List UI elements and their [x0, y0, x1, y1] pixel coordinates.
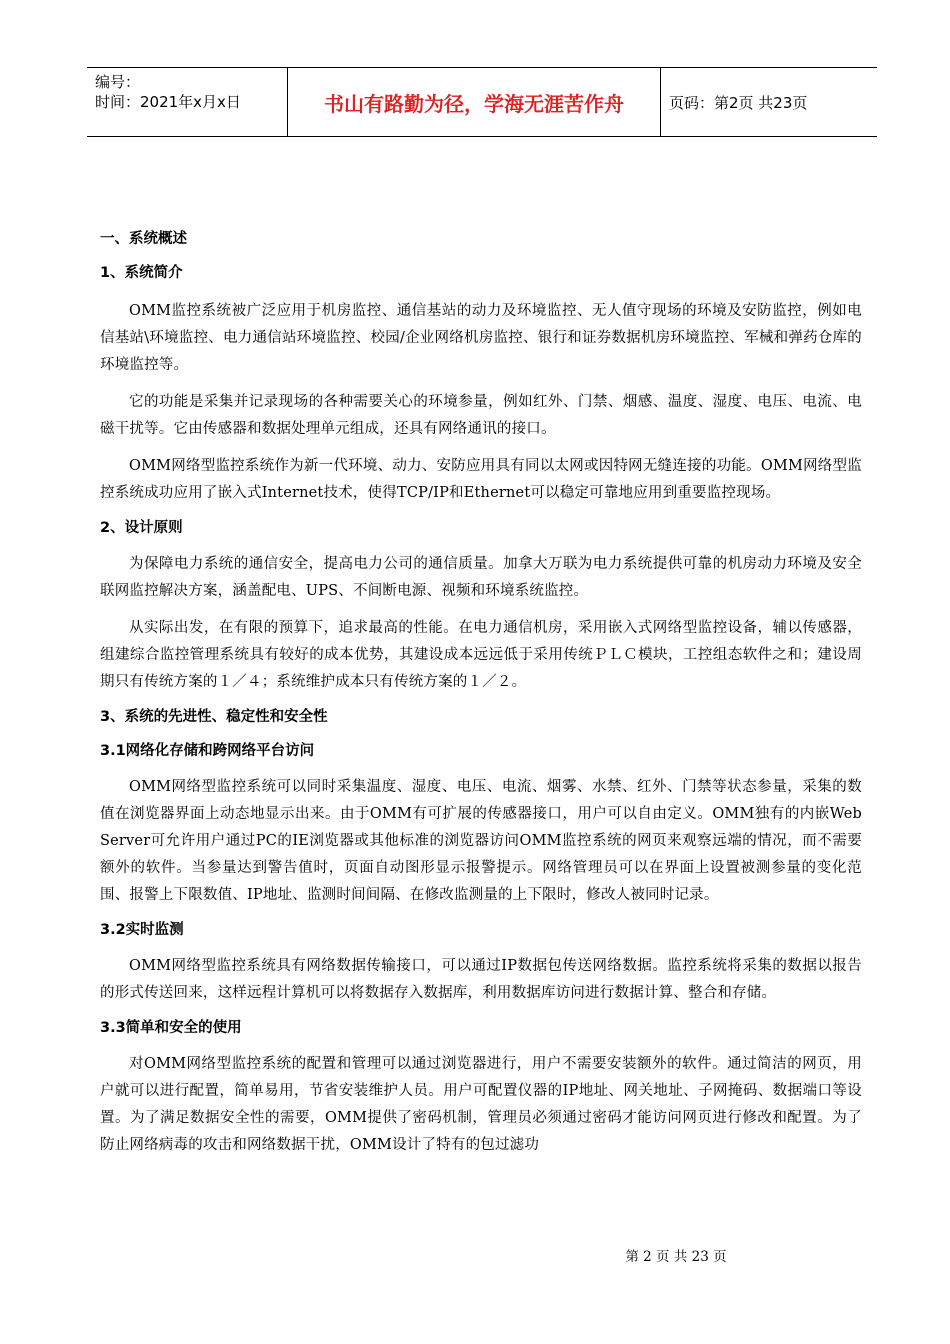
body-paragraph: OMM网络型监控系统具有网络数据传输接口，可以通过IP数据包传送网络数据。监控系统将采集的数据以报告的形式传送回来，这样远程计算机可以将数据存入数据库，利用数据库访问进行数据计算、整合和存储。: [100, 958, 862, 1001]
section-heading: 3、系统的先进性、稳定性和安全性: [100, 709, 328, 725]
header-meta: [95, 72, 285, 112]
section-heading: 3.3简单和安全的使用: [100, 1020, 242, 1036]
header-motto: 书山有路勤为径，学海无涯苦作舟: [287, 68, 661, 136]
header-page-label: 页码：第2页 共23页: [669, 93, 808, 112]
section-heading: 3.2实时监测: [100, 922, 184, 938]
body-paragraph: OMM网络型监控系统可以同时采集温度、湿度、电压、电流、烟雾、水禁、红外、门禁等状态参量，采集的数值在浏览器界面上动态地显示出来。由于OMM有可扩展的传感器接口，用户可以自由定义。OMM独有的内嵌Web Server可允许用户通过PC的IE浏览器或其他标准的浏览器访问OMM监控系统的网页来观察远端的情况，而不需要额外的软件。当参量达到警告值时，页面自动图形显示报警提示。网络管理员可以在界面上设置被测参量的变化范围、报警上下限数值、IP地址、监测时间间隔、在修改监测量的上下限时，修改人被同时记录。: [100, 779, 862, 903]
body-paragraph: 对OMM网络型监控系统的配置和管理可以通过浏览器进行，用户不需要安装额外的软件。通过简洁的网页，用户就可以进行配置，简单易用，节省安装维护人员。用户可配置仪器的IP地址、网关地址、子网掩码、数据端口等设置。为了满足数据安全性的需要，OMM提供了密码机制，管理员必须通过密码才能访问网页进行修改和配置。为了防止网络病毒的攻击和网络数据干扰，OMM设计了特有的包过滤功: [100, 1056, 862, 1153]
section-heading: 1、系统简介: [100, 265, 183, 281]
body-paragraph: 从实际出发，在有限的预算下，追求最高的性能。在电力通信机房，采用嵌入式网络型监控设备，辅以传感器，组建综合监控管理系统具有较好的成本优势，其建设成本远远低于采用传统ＰＬＣ模块，工控组态软件之和；建设周期只有传统方案的１／４；系统维护成本只有传统方案的１／２。: [100, 620, 862, 690]
footer-page-number: 第 2 页 共 23 页: [625, 1249, 727, 1265]
body-paragraph: OMM监控系统被广泛应用于机房监控、通信基站的动力及环境监控、无人值守现场的环境及安防监控，例如电信基站\环境监控、电力通信站环境监控、校园/企业网络机房监控、银行和证券数据机房环境监控、军械和弹药仓库的环境监控等。: [100, 303, 862, 373]
body-paragraph: OMM网络型监控系统作为新一代环境、动力、安防应用具有同以太网或因特网无缝连接的功能。OMM网络型监控系统成功应用了嵌入式Internet技术，使得TCP/IP和Ethernet可以稳定可靠地应用到重要监控现场。: [100, 458, 862, 501]
document-header: [87, 67, 877, 137]
time-label: 时间：2021年x月x日: [95, 93, 241, 111]
body-paragraph: 为保障电力系统的通信安全，提高电力公司的通信质量。加拿大万联为电力系统提供可靠的机房动力环境及安全联网监控解决方案，涵盖配电、UPS、不间断电源、视频和环境系统监控。: [100, 556, 862, 599]
page-footer: [0, 1245, 950, 1265]
section-heading: 3.1网络化存储和跨网络平台访问: [100, 743, 315, 759]
body-paragraph: 它的功能是采集并记录现场的各种需要关心的环境参量，例如红外、门禁、烟感、温度、湿度、电压、电流、电磁干扰等。它由传感器和数据处理单元组成，还具有网络通讯的接口。: [100, 394, 862, 437]
section-heading: 2、设计原则: [100, 520, 183, 536]
document-body: [100, 228, 862, 1159]
section-heading: 一、系统概述: [100, 231, 187, 247]
number-label: 编号：: [95, 73, 141, 91]
